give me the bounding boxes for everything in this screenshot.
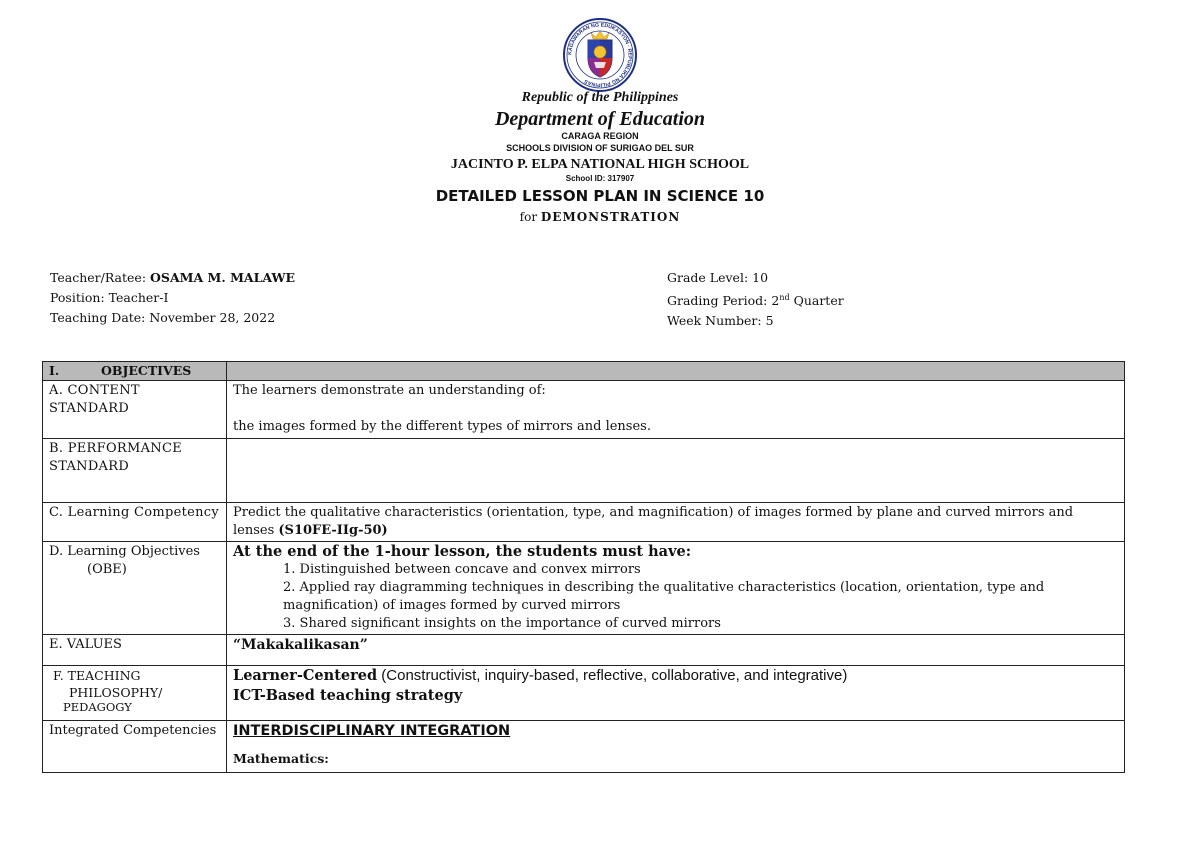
republic-heading: Republic of the Philippines — [521, 90, 679, 105]
deped-seal-logo — [563, 18, 637, 92]
for-prefix: for — [519, 210, 538, 224]
content-standard-label: A. CONTENT STANDARD — [43, 381, 227, 439]
position-line: Position: Teacher-I — [50, 290, 169, 305]
school-name: JACINTO P. ELPA NATIONAL HIGH SCHOOL — [450, 157, 750, 172]
integrated-competencies-value — [227, 721, 1125, 773]
region-heading: CARAGA REGION — [561, 131, 639, 141]
document-subtitle — [0, 210, 1200, 224]
content-standard-line1: The learners demonstrate an understanding of: — [233, 383, 546, 398]
grade-level-line: Grade Level: 10 — [667, 270, 769, 285]
performance-standard-label: B. PERFORMANCE STANDARD — [43, 439, 227, 503]
objectives-header-cell — [43, 362, 227, 381]
teaching-philosophy-row — [43, 666, 1125, 721]
learning-competency-text: Predict the qualitative characteristics (orientation, type, and magnification) of images formed by plane and curved mirrors and lenses — [233, 505, 1074, 538]
teacher-name: OSAMA M. MALAWE — [150, 270, 296, 285]
week-number-line: Week Number: 5 — [667, 313, 774, 329]
objective-item: 2. Applied ray diagramming techniques in describing the qualitative characteristics (location, orientation, type and magnification) of images formed by curved mirrors — [283, 580, 1045, 613]
objective-item: 1. Distinguished between concave and convex mirrors — [283, 562, 641, 577]
grading-period-line — [667, 288, 844, 311]
content-standard-value — [227, 381, 1125, 439]
values-value-cell — [227, 635, 1125, 666]
section-roman: I. — [49, 363, 60, 378]
teacher-label: Teacher/Ratee: — [50, 270, 147, 285]
spacer — [233, 740, 1118, 750]
learning-objectives-list — [233, 561, 1118, 633]
performance-standard-row — [43, 439, 1125, 503]
mathematics-subheading: Mathematics: — [233, 751, 329, 766]
objectives-header-row — [43, 362, 1125, 381]
teacher-info — [50, 268, 295, 328]
school-id: School ID: 317907 — [565, 174, 635, 183]
grading-period-text: Grading Period: 2 — [667, 293, 780, 309]
teacher-line — [50, 268, 295, 288]
teaching-philosophy-label-cell — [43, 666, 227, 721]
content-standard-line2: the images formed by the different types of mirrors and lenses. — [233, 419, 651, 434]
learning-objectives-label2: (OBE) — [87, 562, 127, 577]
document-title: DETAILED LESSON PLAN IN SCIENCE 10 — [435, 187, 765, 205]
objectives-header-blank — [227, 362, 1125, 381]
grading-period-sup: nd — [779, 293, 790, 302]
performance-standard-value — [227, 439, 1125, 503]
values-value: “Makakalikasan” — [233, 637, 368, 653]
integrated-competencies-row — [43, 721, 1125, 773]
pedagogy-line1 — [233, 667, 1118, 685]
integrated-competencies-label: Integrated Competencies — [43, 721, 227, 773]
content-standard-row — [43, 381, 1125, 439]
learning-objectives-row — [43, 542, 1125, 635]
learning-objectives-heading: At the end of the 1-hour lesson, the students must have: — [233, 543, 692, 560]
learning-objectives-value — [227, 542, 1125, 635]
department-heading: Department of Education — [494, 108, 705, 130]
pedagogy-rest: (Constructivist, inquiry-based, reflective, collaborative, and integrative) — [377, 667, 848, 684]
teaching-philosophy-value — [227, 666, 1125, 721]
teaching-philosophy-label3: PEDAGOGY — [63, 700, 132, 714]
interdisciplinary-heading: INTERDISCIPLINARY INTEGRATION — [233, 723, 511, 739]
class-info — [667, 268, 844, 331]
values-row — [43, 635, 1125, 666]
division-heading: SCHOOLS DIVISION OF SURIGAO DEL SUR — [506, 143, 694, 153]
learning-competency-value — [227, 503, 1125, 542]
teaching-date-line: Teaching Date: November 28, 2022 — [50, 310, 276, 325]
learning-competency-code: (S10FE-IIg-50) — [278, 523, 388, 538]
for-value: DEMONSTRATION — [540, 210, 681, 224]
teaching-philosophy-label2: PHILOSOPHY/ — [69, 685, 163, 700]
pedagogy-bold: Learner-Centered — [233, 667, 378, 684]
teaching-philosophy-label: F. TEACHING — [53, 668, 141, 683]
svg-text:KAGAWARAN NG EDUKASYON · REPUB: KAGAWARAN NG EDUKASYON · REPUBLIKA NG PILIPINAS — [567, 22, 633, 88]
objective-item: 3. Shared significant insights on the importance of curved mirrors — [283, 616, 721, 631]
spacer — [233, 400, 1118, 418]
learning-competency-row — [43, 503, 1125, 542]
grading-period-suffix: Quarter — [789, 293, 844, 309]
learning-competency-label: C. Learning Competency — [43, 503, 227, 542]
section-title: OBJECTIVES — [101, 363, 192, 378]
values-label: E. VALUES — [43, 635, 227, 666]
pedagogy-line2: ICT-Based teaching strategy — [233, 687, 463, 704]
learning-objectives-label: D. Learning Objectives — [49, 544, 200, 559]
objectives-table — [42, 361, 1125, 773]
learning-objectives-label-cell — [43, 542, 227, 635]
